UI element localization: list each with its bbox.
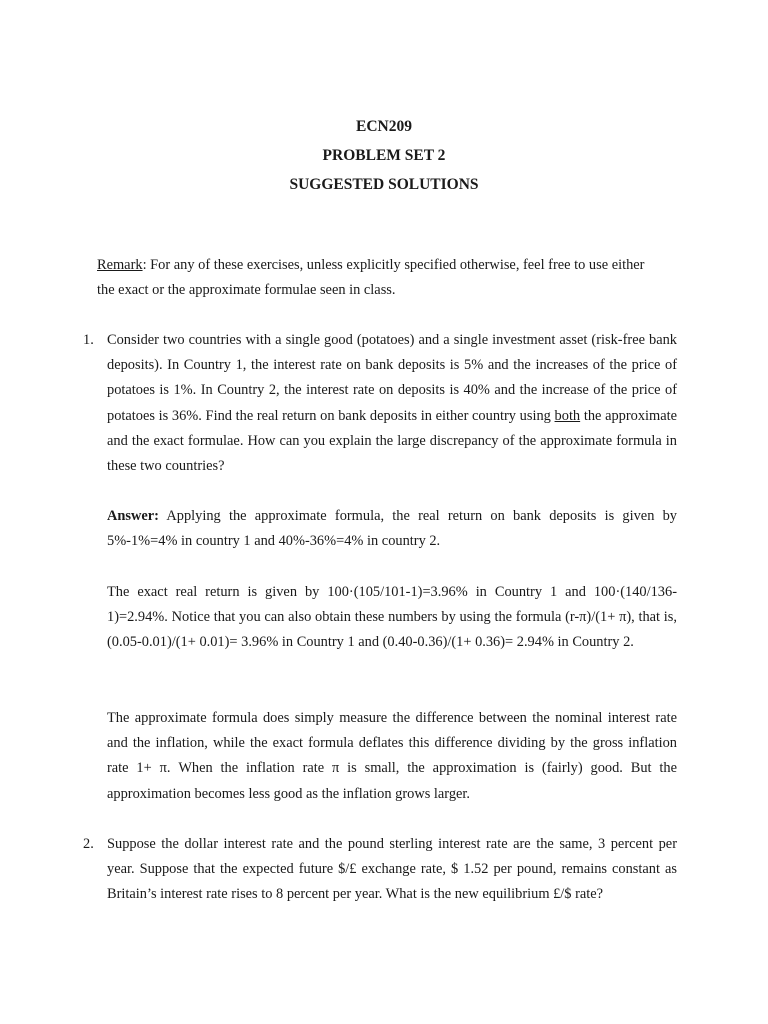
answer-1-paragraph-3 — [107, 706, 677, 807]
answer-1-paragraph-1 — [107, 504, 677, 554]
question-1-number: 1. — [83, 332, 94, 348]
course-code: ECN209 — [356, 118, 412, 135]
remark-text: : For any of these exercises, unless explicitly specified otherwise, feel free to use either the exact or the approximate formulae seen in class. — [97, 257, 645, 299]
answer-1-text-3: The approximate formula does simply measure the difference between the nominal interest rate and the inflation, while the exact formula deflates this difference dividing by the gross inflation rate 1+ π. When the inflation rate π is small, the approximation is (fairly) good. But the approximation becomes less good as the inflation grows larger. — [107, 710, 677, 802]
question-2-body: Suppose the dollar interest rate and the pound sterling interest rate are the same, 3 percent per year. Suppose that the expected future $/£ exchange rate, $ 1.52 per pound, remains constant as Britain’s interest rate rises to 8 percent per year. What is the new equilibrium £/$ rate? — [107, 836, 677, 903]
title-block — [0, 112, 768, 199]
question-1-text-b: the approximate and the exact formulae. How can you explain the large discrepancy of the approximate formula in these two countries? — [107, 407, 677, 475]
subtitle: SUGGESTED SOLUTIONS — [289, 176, 479, 193]
problem-set-title: PROBLEM SET 2 — [322, 147, 446, 164]
question-2-number: 2. — [83, 836, 94, 852]
remark-label: Remark — [97, 257, 143, 273]
remark-paragraph — [97, 253, 657, 303]
question-2-text — [107, 832, 677, 908]
question-1-underlined: both — [554, 407, 581, 424]
answer-1-text-1: Applying the approximate formula, the real return on bank deposits is given by 5%-1%=4% in country 1 and 40%-36%=4% in country 2. — [107, 508, 677, 550]
answer-1-text-2: The exact real return is given by 100·(105/101-1)=3.96% in Country 1 and 100·(140/136-1)=2.94%. Notice that you can also obtain these numbers by using the formula (r-π)/(1+ π), that is, (0.05-0.01)/(1+ 0.01)= 3.96% in Country 1 and (0.40-0.36)/(1+ 0.36)= 2.94% in Country 2. — [107, 584, 677, 651]
question-1-text — [107, 328, 677, 479]
question-1-text-a: Consider two countries with a single good (potatoes) and a single investment asset (risk-free bank deposits). In Country 1, the interest rate on bank deposits is 5% and the increases of the price of potatoes is 1%. In Country 2, the interest rate on deposits is 40% and the increase of the price of potatoes is 36%. Find the real return on bank deposits in either country using — [107, 332, 677, 424]
answer-1-paragraph-2 — [107, 580, 677, 656]
answer-label: Answer: — [107, 508, 159, 524]
